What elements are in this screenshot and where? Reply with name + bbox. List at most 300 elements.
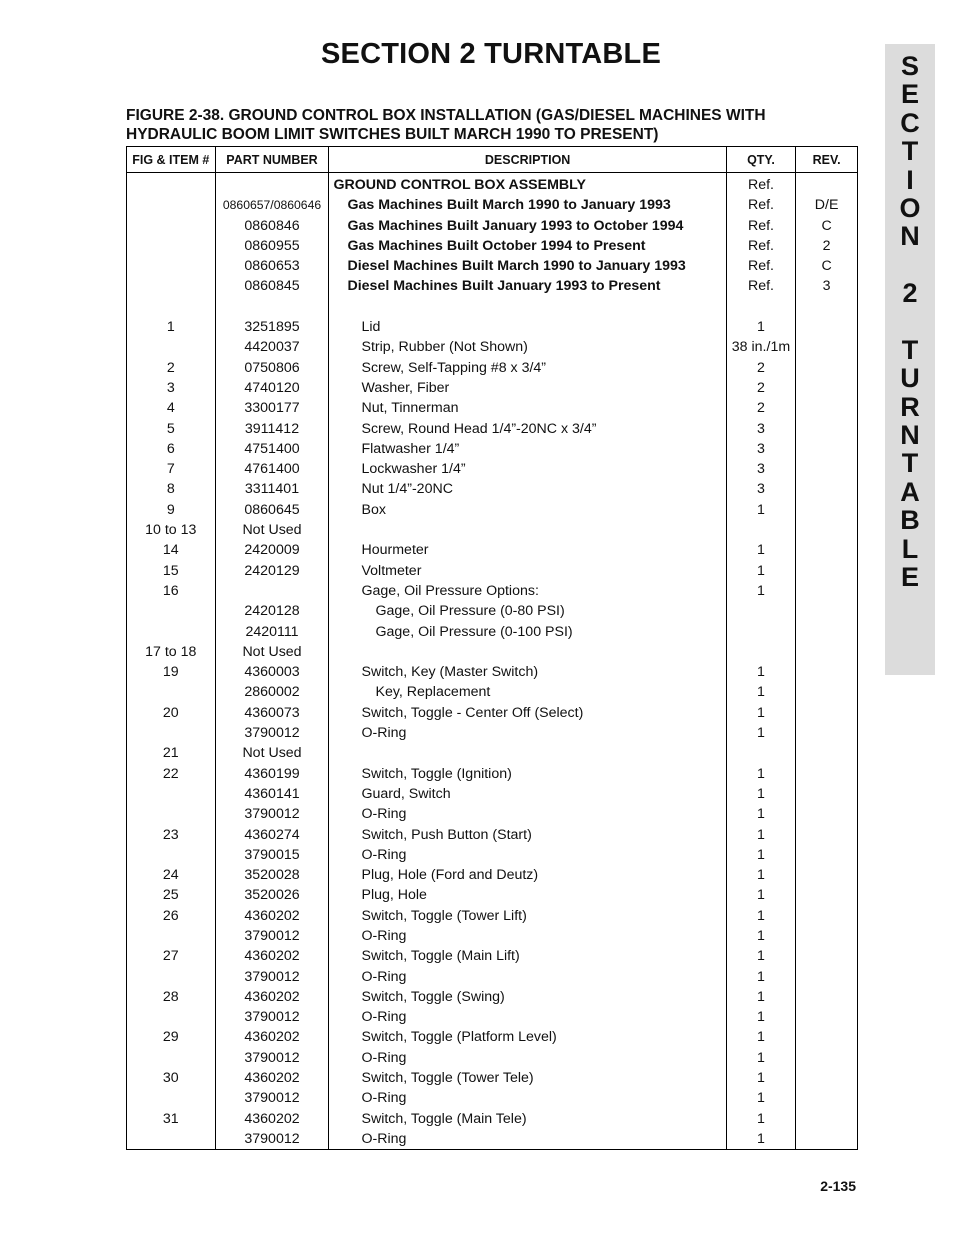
- side-tab-letter: S: [900, 51, 919, 81]
- page-number: 2-135: [820, 1178, 856, 1194]
- cell-fig-item: 1: [127, 317, 216, 337]
- cell-description: Gage, Oil Pressure Options:: [329, 581, 726, 601]
- cell-fig-item: [127, 967, 216, 987]
- table-row: [127, 358, 858, 378]
- cell-fig-item: 15: [127, 561, 216, 581]
- cell-fig-item: 3: [127, 378, 216, 398]
- side-tab-letter: T: [901, 334, 919, 365]
- cell-fig-item: [127, 276, 216, 296]
- cell-description: Gage, Oil Pressure (0-80 PSI): [329, 601, 726, 621]
- cell-qty: [726, 743, 796, 763]
- cell-rev: [796, 500, 858, 520]
- cell-fig-item: [127, 236, 216, 256]
- table-filler-row: [127, 1149, 858, 1150]
- cell-description: Switch, Toggle (Swing): [329, 987, 726, 1007]
- side-tab-letter: N: [900, 420, 920, 451]
- cell-rev: [796, 784, 858, 804]
- cell-part-number: 0750806: [215, 358, 329, 378]
- cell-rev: C: [796, 256, 858, 276]
- cell-part-number: 2420128: [215, 601, 329, 621]
- table-row: [127, 885, 858, 905]
- cell-rev: [796, 419, 858, 439]
- side-tab-letter: A: [900, 476, 920, 507]
- cell-qty: 2: [726, 358, 796, 378]
- cell-fig-item: [127, 195, 216, 215]
- side-tab-letter: R: [900, 391, 920, 422]
- cell-fig-item: [127, 926, 216, 946]
- cell-part-number: 3790012: [215, 1007, 329, 1027]
- cell-rev: [796, 173, 858, 196]
- cell-part-number: 4420037: [215, 337, 329, 357]
- cell-part-number: 0860845: [215, 276, 329, 296]
- cell-fig-item: 24: [127, 865, 216, 885]
- cell-description: Voltmeter: [329, 561, 726, 581]
- cell-qty: 1: [726, 865, 796, 885]
- cell-part-number: 4360202: [215, 1109, 329, 1129]
- cell-qty: 1: [726, 317, 796, 337]
- cell-description: Nut 1/4”-20NC: [329, 479, 726, 499]
- cell-part-number: 3790012: [215, 1129, 329, 1149]
- table-row: [127, 825, 858, 845]
- cell-description: Switch, Key (Master Switch): [329, 662, 726, 682]
- cell-description: [329, 520, 726, 540]
- cell-qty: 1: [726, 845, 796, 865]
- cell-fig-item: [127, 784, 216, 804]
- cell-part-number: 3520028: [215, 865, 329, 885]
- cell-description: Switch, Toggle (Tower Tele): [329, 1068, 726, 1088]
- cell-rev: [796, 906, 858, 926]
- table-row: [127, 479, 858, 499]
- table-row: [127, 987, 858, 1007]
- cell-part-number: 4360202: [215, 906, 329, 926]
- table-row: [127, 662, 858, 682]
- cell-fig-item: [127, 297, 216, 317]
- cell-part-number: 3520026: [215, 885, 329, 905]
- cell-qty: 1: [726, 581, 796, 601]
- cell-part-number: 4761400: [215, 459, 329, 479]
- header-description: DESCRIPTION: [329, 147, 726, 173]
- filler-cell: [329, 1149, 726, 1150]
- cell-fig-item: 28: [127, 987, 216, 1007]
- cell-rev: [796, 337, 858, 357]
- cell-fig-item: 4: [127, 398, 216, 418]
- table-row: [127, 926, 858, 946]
- cell-qty: 1: [726, 784, 796, 804]
- table-row: [127, 642, 858, 662]
- figure-title-line2: HYDRAULIC BOOM LIMIT SWITCHES BUILT MARCH 1990 TO PRESENT): [126, 126, 659, 143]
- cell-rev: [796, 581, 858, 601]
- cell-qty: 3: [726, 459, 796, 479]
- table-row: [127, 256, 858, 276]
- cell-fig-item: 31: [127, 1109, 216, 1129]
- cell-fig-item: 20: [127, 703, 216, 723]
- cell-qty: 1: [726, 703, 796, 723]
- cell-rev: [796, 804, 858, 824]
- cell-fig-item: 27: [127, 946, 216, 966]
- table-header-row: [127, 147, 858, 173]
- cell-fig-item: [127, 337, 216, 357]
- cell-rev: [796, 439, 858, 459]
- cell-fig-item: 9: [127, 500, 216, 520]
- cell-part-number: 3251895: [215, 317, 329, 337]
- cell-description: O-Ring: [329, 1129, 726, 1149]
- cell-fig-item: [127, 173, 216, 196]
- cell-rev: [796, 926, 858, 946]
- cell-fig-item: [127, 1007, 216, 1027]
- cell-fig-item: 2: [127, 358, 216, 378]
- cell-description: Switch, Toggle (Platform Level): [329, 1027, 726, 1047]
- cell-fig-item: [127, 804, 216, 824]
- cell-rev: [796, 520, 858, 540]
- cell-description: O-Ring: [329, 723, 726, 743]
- cell-fig-item: 5: [127, 419, 216, 439]
- cell-rev: [796, 1007, 858, 1027]
- table-row: [127, 784, 858, 804]
- cell-qty: [726, 601, 796, 621]
- side-tab-letter: 2: [902, 278, 918, 309]
- side-tab-letter: [885, 251, 935, 279]
- cell-part-number: 3911412: [215, 419, 329, 439]
- header-part-number: PART NUMBER: [215, 147, 329, 173]
- cell-fig-item: 25: [127, 885, 216, 905]
- cell-description: O-Ring: [329, 1048, 726, 1068]
- cell-description: Lid: [329, 317, 726, 337]
- cell-qty: 2: [726, 378, 796, 398]
- cell-fig-item: 8: [127, 479, 216, 499]
- cell-fig-item: 14: [127, 540, 216, 560]
- cell-part-number: 2420009: [215, 540, 329, 560]
- cell-part-number: [215, 581, 329, 601]
- cell-description: [329, 743, 726, 763]
- cell-part-number: 4740120: [215, 378, 329, 398]
- cell-rev: [796, 703, 858, 723]
- cell-qty: [726, 520, 796, 540]
- table-row: [127, 419, 858, 439]
- cell-description: Diesel Machines Built March 1990 to January 1993: [329, 256, 726, 276]
- cell-part-number: 4360274: [215, 825, 329, 845]
- table-row: [127, 946, 858, 966]
- side-tab-letter: I: [906, 164, 914, 195]
- cell-description: Plug, Hole (Ford and Deutz): [329, 865, 726, 885]
- table-row: [127, 1027, 858, 1047]
- cell-rev: [796, 946, 858, 966]
- cell-part-number: 3790012: [215, 723, 329, 743]
- cell-description: Guard, Switch: [329, 784, 726, 804]
- cell-qty: Ref.: [726, 195, 796, 215]
- cell-rev: [796, 987, 858, 1007]
- cell-part-number: 3790015: [215, 845, 329, 865]
- table-row: [127, 764, 858, 784]
- cell-qty: 1: [726, 967, 796, 987]
- cell-part-number: 0860653: [215, 256, 329, 276]
- cell-qty: Ref.: [726, 216, 796, 236]
- side-tab-letter: O: [899, 192, 921, 223]
- cell-description: Switch, Toggle (Tower Lift): [329, 906, 726, 926]
- cell-part-number: 2420129: [215, 561, 329, 581]
- cell-description: O-Ring: [329, 1007, 726, 1027]
- cell-part-number: Not Used: [215, 743, 329, 763]
- cell-rev: [796, 479, 858, 499]
- side-tab-letter: B: [900, 505, 920, 536]
- cell-qty: Ref.: [726, 276, 796, 296]
- cell-rev: [796, 865, 858, 885]
- table-row: [127, 682, 858, 702]
- cell-fig-item: [127, 1088, 216, 1108]
- cell-rev: [796, 358, 858, 378]
- filler-cell: [215, 1149, 329, 1150]
- side-tab-letter: E: [900, 79, 919, 110]
- cell-description: Nut, Tinnerman: [329, 398, 726, 418]
- cell-rev: 2: [796, 236, 858, 256]
- cell-qty: 3: [726, 479, 796, 499]
- table-row: [127, 378, 858, 398]
- side-tab-letter: U: [900, 363, 920, 394]
- table-row: [127, 195, 858, 215]
- cell-fig-item: 10 to 13: [127, 520, 216, 540]
- cell-part-number: 4360003: [215, 662, 329, 682]
- cell-description: Diesel Machines Built January 1993 to Present: [329, 276, 726, 296]
- cell-rev: [796, 1027, 858, 1047]
- table-row: [127, 337, 858, 357]
- cell-rev: [796, 601, 858, 621]
- cell-rev: [796, 459, 858, 479]
- table-row: [127, 1007, 858, 1027]
- table-row: [127, 743, 858, 763]
- cell-rev: [796, 885, 858, 905]
- cell-fig-item: 26: [127, 906, 216, 926]
- cell-description: Plug, Hole: [329, 885, 726, 905]
- cell-fig-item: [127, 256, 216, 276]
- table-row: [127, 723, 858, 743]
- cell-fig-item: 17 to 18: [127, 642, 216, 662]
- cell-rev: 3: [796, 276, 858, 296]
- cell-part-number: 3790012: [215, 804, 329, 824]
- cell-part-number: 4360199: [215, 764, 329, 784]
- cell-qty: 1: [726, 906, 796, 926]
- figure-title: [126, 106, 846, 144]
- cell-qty: 1: [726, 885, 796, 905]
- table-row: [127, 561, 858, 581]
- cell-fig-item: [127, 845, 216, 865]
- cell-description: Screw, Round Head 1/4”-20NC x 3/4”: [329, 419, 726, 439]
- cell-part-number: 4360202: [215, 1027, 329, 1047]
- cell-rev: [796, 540, 858, 560]
- cell-qty: 3: [726, 419, 796, 439]
- cell-qty: 1: [726, 723, 796, 743]
- cell-part-number: 3300177: [215, 398, 329, 418]
- table-row: [127, 1129, 858, 1149]
- cell-part-number: 4360202: [215, 1068, 329, 1088]
- cell-description: Gas Machines Built March 1990 to January 1993: [329, 195, 726, 215]
- cell-qty: 1: [726, 804, 796, 824]
- cell-fig-item: 29: [127, 1027, 216, 1047]
- cell-rev: [796, 743, 858, 763]
- cell-rev: [796, 845, 858, 865]
- cell-rev: [796, 622, 858, 642]
- table-row: [127, 276, 858, 296]
- header-rev: REV.: [796, 147, 858, 173]
- cell-rev: [796, 764, 858, 784]
- cell-qty: 1: [726, 561, 796, 581]
- cell-fig-item: 6: [127, 439, 216, 459]
- cell-qty: 2: [726, 398, 796, 418]
- cell-fig-item: [127, 1129, 216, 1149]
- cell-rev: [796, 378, 858, 398]
- cell-part-number: 3790012: [215, 926, 329, 946]
- section-side-tab: [885, 44, 935, 675]
- table-row: [127, 1068, 858, 1088]
- cell-part-number: 4360202: [215, 946, 329, 966]
- side-tab-letter: T: [901, 136, 919, 167]
- cell-qty: 1: [726, 1007, 796, 1027]
- cell-rev: C: [796, 216, 858, 236]
- table-row: [127, 297, 858, 317]
- table-row: [127, 622, 858, 642]
- cell-description: [329, 297, 726, 317]
- cell-rev: [796, 398, 858, 418]
- cell-fig-item: [127, 622, 216, 642]
- cell-rev: D/E: [796, 195, 858, 215]
- cell-description: Gas Machines Built October 1994 to Present: [329, 236, 726, 256]
- figure-title-line1: FIGURE 2-38. GROUND CONTROL BOX INSTALLATION (GAS/DIESEL MACHINES WITH: [126, 107, 766, 124]
- table-row: [127, 581, 858, 601]
- parts-table-body: [127, 173, 858, 1150]
- table-row: [127, 398, 858, 418]
- cell-qty: [726, 297, 796, 317]
- cell-qty: 1: [726, 764, 796, 784]
- cell-rev: [796, 1068, 858, 1088]
- filler-cell: [726, 1149, 796, 1150]
- cell-fig-item: [127, 601, 216, 621]
- cell-description: Switch, Toggle (Main Tele): [329, 1109, 726, 1129]
- cell-part-number: 4360141: [215, 784, 329, 804]
- cell-description: Washer, Fiber: [329, 378, 726, 398]
- cell-description: Switch, Toggle (Ignition): [329, 764, 726, 784]
- filler-cell: [796, 1149, 858, 1150]
- table-row: [127, 317, 858, 337]
- cell-description: Switch, Toggle - Center Off (Select): [329, 703, 726, 723]
- cell-part-number: 2420111: [215, 622, 329, 642]
- cell-description: O-Ring: [329, 926, 726, 946]
- header-qty: QTY.: [726, 147, 796, 173]
- cell-part-number: Not Used: [215, 642, 329, 662]
- table-row: [127, 1048, 858, 1068]
- cell-qty: 1: [726, 926, 796, 946]
- cell-description: Switch, Toggle (Main Lift): [329, 946, 726, 966]
- cell-qty: 38 in./1m: [726, 337, 796, 357]
- table-row: [127, 703, 858, 723]
- cell-rev: [796, 723, 858, 743]
- cell-rev: [796, 682, 858, 702]
- cell-description: Gage, Oil Pressure (0-100 PSI): [329, 622, 726, 642]
- table-row: [127, 439, 858, 459]
- cell-fig-item: [127, 682, 216, 702]
- cell-description: Flatwasher 1/4”: [329, 439, 726, 459]
- table-row: [127, 540, 858, 560]
- cell-description: O-Ring: [329, 1088, 726, 1108]
- table-row: [127, 236, 858, 256]
- cell-description: Lockwasher 1/4”: [329, 459, 726, 479]
- cell-qty: 1: [726, 540, 796, 560]
- cell-fig-item: 7: [127, 459, 216, 479]
- cell-rev: [796, 662, 858, 682]
- cell-part-number: 4360202: [215, 987, 329, 1007]
- table-row: [127, 520, 858, 540]
- table-row: [127, 459, 858, 479]
- side-tab-letter: C: [900, 107, 920, 138]
- cell-fig-item: 30: [127, 1068, 216, 1088]
- table-row: [127, 500, 858, 520]
- cell-qty: 1: [726, 1048, 796, 1068]
- table-row: [127, 845, 858, 865]
- cell-fig-item: [127, 1048, 216, 1068]
- table-row: [127, 906, 858, 926]
- cell-part-number: 3311401: [215, 479, 329, 499]
- side-tab-letter: E: [900, 562, 919, 593]
- cell-qty: 1: [726, 825, 796, 845]
- cell-qty: Ref.: [726, 173, 796, 196]
- cell-part-number: 4360073: [215, 703, 329, 723]
- cell-fig-item: 21: [127, 743, 216, 763]
- cell-rev: [796, 297, 858, 317]
- cell-fig-item: 22: [127, 764, 216, 784]
- cell-rev: [796, 1109, 858, 1129]
- cell-description: O-Ring: [329, 804, 726, 824]
- cell-fig-item: [127, 216, 216, 236]
- cell-rev: [796, 967, 858, 987]
- table-row: [127, 216, 858, 236]
- cell-part-number: 3790012: [215, 1088, 329, 1108]
- cell-fig-item: [127, 723, 216, 743]
- table-row: [127, 865, 858, 885]
- cell-part-number: 0860645: [215, 500, 329, 520]
- cell-part-number: [215, 297, 329, 317]
- cell-qty: 1: [726, 946, 796, 966]
- cell-description: O-Ring: [329, 845, 726, 865]
- cell-qty: 1: [726, 1027, 796, 1047]
- cell-qty: Ref.: [726, 236, 796, 256]
- cell-description: Switch, Push Button (Start): [329, 825, 726, 845]
- cell-fig-item: 16: [127, 581, 216, 601]
- section-title: SECTION 2 TURNTABLE: [321, 38, 661, 70]
- cell-qty: 1: [726, 500, 796, 520]
- cell-description: Hourmeter: [329, 540, 726, 560]
- cell-description: Strip, Rubber (Not Shown): [329, 337, 726, 357]
- cell-description: Screw, Self-Tapping #8 x 3/4”: [329, 358, 726, 378]
- cell-description: [329, 642, 726, 662]
- cell-part-number: 4751400: [215, 439, 329, 459]
- table-row: [127, 967, 858, 987]
- cell-part-number: Not Used: [215, 520, 329, 540]
- cell-qty: 1: [726, 1088, 796, 1108]
- cell-description: GROUND CONTROL BOX ASSEMBLY: [329, 173, 726, 196]
- table-row: [127, 1088, 858, 1108]
- filler-cell: [127, 1149, 216, 1150]
- cell-rev: [796, 1088, 858, 1108]
- cell-qty: 1: [726, 1129, 796, 1149]
- table-row: [127, 1109, 858, 1129]
- cell-qty: [726, 622, 796, 642]
- header-fig-item: FIG & ITEM #: [127, 147, 216, 173]
- cell-rev: [796, 317, 858, 337]
- cell-part-number: 0860657/0860646: [215, 195, 329, 215]
- side-tab-letter: L: [901, 533, 919, 564]
- table-row: [127, 601, 858, 621]
- cell-qty: 1: [726, 1109, 796, 1129]
- cell-qty: Ref.: [726, 256, 796, 276]
- cell-rev: [796, 642, 858, 662]
- cell-qty: [726, 642, 796, 662]
